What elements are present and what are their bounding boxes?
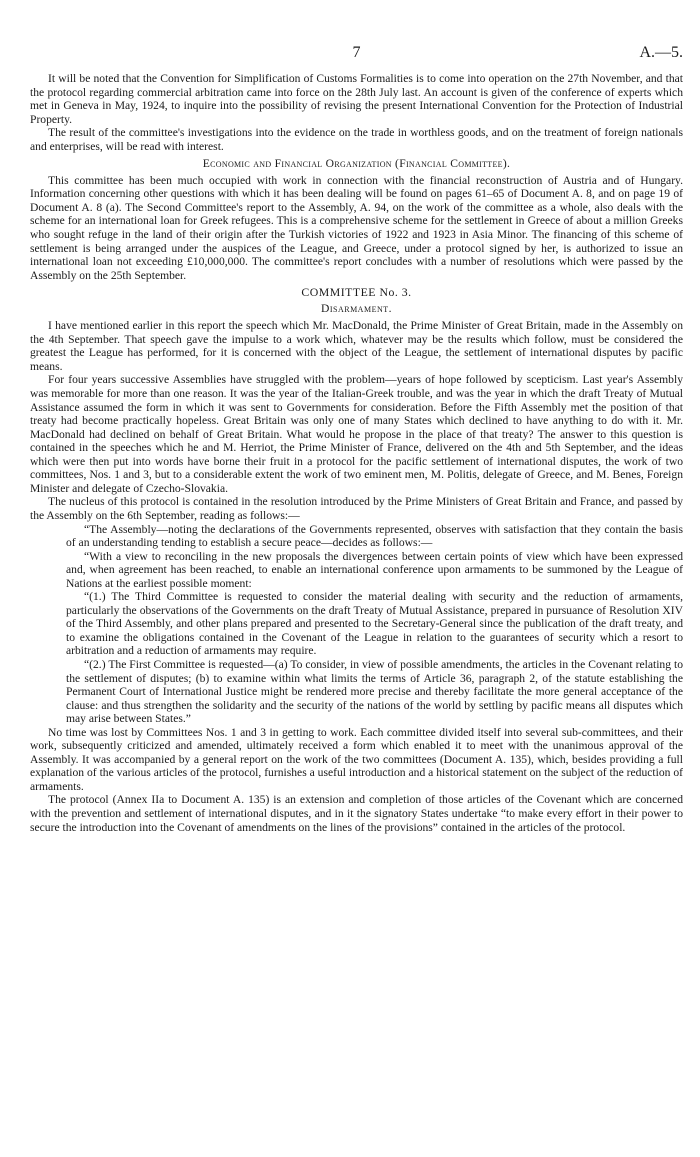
page-number: 7 bbox=[352, 44, 361, 61]
section-heading-committee-3: COMMITTEE No. 3. bbox=[301, 285, 412, 300]
resolution-quote bbox=[30, 523, 683, 726]
document-body bbox=[30, 72, 683, 834]
quote-paragraph-third-committee: “(1.) The Third Committee is requested to consider the material dealing with security and the reduction of armaments, particularly the observations of the Governments on the draft Treaty of Mutual Assistance, prepared in pursuance of Resolution XIV of the Third Assembly, and other plans prepared and presented to the Secretary-General since the publication of the draft treaty, and to examine the obligations contained in the Covenant of the League in relation to the guarantees of security which a resort to arbitration and a reduction of armaments may require. bbox=[66, 590, 683, 658]
paragraph-committees-work: No time was lost by Committees Nos. 1 and 3 in getting to work. Each committee divided itself into several sub-committees, and their work, subsequently criticized and amended, ultimately received a form which enabled it to meet with the unanimous approval of the Assembly. It was accompanied by a general report on the work of the two committees (Document A. 135), which, besides providing a full explanation of the various articles of the protocol, furnishes a useful introduction and a historical statement on the subject of the reduction of armaments. bbox=[30, 725, 683, 793]
paragraph-customs-formalities: It will be noted that the Convention for Simplification of Customs Formalities is to come into operation on the 27th November, and that the protocol regarding commercial arbitration came into force on the 28th July last. An account is given of the conference of experts which met in Geneva in May, 1924, to inquire into the possibility of revising the present International Convention for the Protection of Industrial Property. bbox=[30, 72, 683, 126]
quote-paragraph-assembly: “The Assembly—noting the declarations of the Governments represented, observes with satisfaction that they contain the basis of an understanding tending to establish a secure peace—decides as follows:— bbox=[66, 522, 683, 550]
paragraph-four-years: For four years successive Assemblies have struggled with the problem—years of hope followed by scepticism. Last year's Assembly was memorable for more than one reason. It was the year of the Italian-Greek trouble, and was the year in which the draft Treaty of Mutual Assistance assumed the form in which it was sent to Governments for consideration. Before the Fifth Assembly met the position of that treaty had become practically hopeless. Great Britain was only one of many States which declined to have anything to do with it. Mr. MacDonald had declined on behalf of Great Britain. What would he propose in the place of that treaty? The answer to this question is contained in the speeches which he and M. Herriot, the Prime Minister of France, delivered on the 4th and 5th September, and the ideas which were then put into words have borne their fruit in a protocol for the pacific settlement of international disputes, the work of two committees, Nos. 1 and 3, but to a considerable extent the work of two eminent men, M. Politis, delegate of Greece, and M. Benes, Foreign Minister and delegate of Czecho-Slovakia. bbox=[30, 373, 683, 495]
page-header bbox=[30, 44, 683, 72]
paragraph-financial-committee: This committee has been much occupied with work in connection with the financial reconstruction of Austria and of Hungary. Information concerning other questions with which it has been dealing will be found on pages 61–65 of Document A. 8, and on page 19 of Document A. 8 (a). The Second Committee's report to the Assembly, A. 94, on the work of the committee as a whole, also deals with the scheme for an international loan for Greek refugees. This is a comprehensive scheme for the settlement in Greece of about a million Greeks who sought refuge in the land of their origin after the Turkish victories of 1922 and 1923 in Asia Minor. The financing of this scheme of settlement is being arranged under the auspices of the League, and Greece, under a protocol signed by her, is authorized to issue an international loan not exceeding £10,000,000. The committee's report concludes with a number of resolutions which were passed by the Assembly on the 25th September. bbox=[30, 173, 683, 282]
paragraph-protocol-annex: The protocol (Annex IIa to Document A. 135) is an extension and completion of those articles of the Covenant which are concerned with the prevention and settlement of international disputes, and in it the signatory States undertake “to make every effort in their power to secure the introduction into the Covenant of amendments on the lines of the provisions” contained in the articles of the protocol. bbox=[30, 793, 683, 834]
paragraph-macdonald-speech: I have mentioned earlier in this report the speech which Mr. MacDonald, the Prime Minister of Great Britain, made in the Assembly on the 4th September. That speech gave the impulse to a work which, whatever may be the results which follow, must be considered the greatest the League has performed, for it is concerned with the object of the League, the settlement of international disputes by pacific means. bbox=[30, 319, 683, 373]
quote-paragraph-reconciling: “With a view to reconciling in the new proposals the divergences between certain points of view which have been expressed and, when agreement has been reached, to enable an international conference upon armaments to be summoned by the League of Nations at the earliest possible moment: bbox=[66, 549, 683, 590]
document-reference: A.—5. bbox=[639, 44, 683, 61]
quote-paragraph-first-committee: “(2.) The First Committee is requested—(a) To consider, in view of possible amendments, the articles in the Covenant relating to the settlement of disputes; (b) to examine within what limits the terms of Article 36, paragraph 2, of the statute establishing the Permanent Court of International Justice might be rendered more precise and thereby facilitate the more general acceptance of the clause: and thus strengthen the solidarity and the security of the nations of the world by settling by pacific means all disputes which may arise between States.” bbox=[66, 657, 683, 726]
paragraph-committee-investigations: The result of the committee's investigations into the evidence on the trade in worthless goods, and on the treatment of foreign nationals and enterprises, will be read with interest. bbox=[30, 126, 683, 153]
section-heading-economic-financial: Economic and Financial Organization (Financial Committee). bbox=[202, 157, 511, 171]
section-subheading-disarmament: Disarmament. bbox=[320, 301, 393, 315]
paragraph-protocol-nucleus: The nucleus of this protocol is contained in the resolution introduced by the Prime Ministers of Great Britain and France, and passed by the Assembly on the 6th September, reading as follows:— bbox=[30, 495, 683, 522]
